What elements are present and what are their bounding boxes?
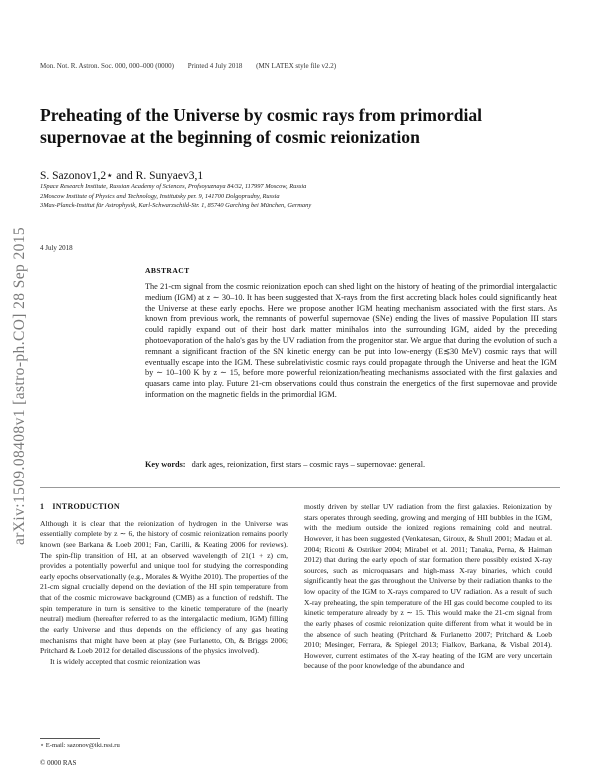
abstract-heading: ABSTRACT bbox=[145, 266, 190, 275]
arxiv-id-text: arXiv:1509.08408v1 [astro-ph.CO] 28 Sep 2015 bbox=[11, 226, 29, 546]
footnote-email: ⋆ E-mail: sazonov@iki.rssi.ru bbox=[40, 742, 120, 749]
affiliation-3: 3Max-Planck-Institut für Astrophysik, Karl-Schwarzschild-Str. 1, 85740 Garching bei München, Germany bbox=[40, 202, 312, 210]
title-line-2: supernovae at the beginning of cosmic reionization bbox=[40, 127, 420, 147]
authors: S. Sazonov1,2⋆ and R. Sunyaev3,1 bbox=[40, 170, 204, 182]
printed-date: Printed 4 July 2018 bbox=[187, 62, 243, 70]
paper-date: 4 July 2018 bbox=[40, 244, 73, 252]
keywords-label: Key words: bbox=[145, 460, 186, 469]
right-column bbox=[304, 502, 552, 672]
style-file-note: (MN LATEX style file v2.2) bbox=[256, 62, 337, 70]
affiliation-2: 2Moscow Institute of Physics and Technology, Institutsky per. 9, 141700 Dolgoprudny, Russia bbox=[40, 192, 280, 200]
left-column bbox=[40, 502, 288, 667]
title-line-1: Preheating of the Universe by cosmic rays from primordial bbox=[40, 105, 483, 125]
intro-paragraph-2: It is widely accepted that cosmic reionization was bbox=[50, 656, 201, 666]
paper-title bbox=[40, 104, 540, 148]
keywords-list: dark ages, reionization, first stars – cosmic rays – supernovae: general. bbox=[191, 460, 426, 469]
journal-citation: Mon. Not. R. Astron. Soc. 000, 000–000 (0000) bbox=[40, 62, 174, 70]
affiliations bbox=[40, 182, 560, 211]
affiliation-1: 1Space Research Institute, Russian Academy of Sciences, Profsoyuznaya 84/32, 117997 Moscow, Russia bbox=[40, 183, 307, 190]
footnote-rule bbox=[40, 738, 100, 739]
section-heading bbox=[40, 502, 288, 513]
section-number: 1 bbox=[40, 502, 45, 511]
intro-paragraph-1: Although it is clear that the reionization of hydrogen in the Universe was essentially complete by z ∼ 6, the history of cosmic reionization remains poorly known (see Barkana & Loeb 2001; Fan, Carilli, & Keating 2006 for reviews). The spin-flip transition of HI, at an observed wavelength of 21(1 + z) cm, provides a potentially powerful and unique tool for studying the corresponding early epochs observationally (e.g., Morales & Wyithe 2010). The properties of the 21-cm signal crucially depend on the deviation of the HI spin temperature from that of the cosmic microwave background (CMB) as a function of redshift. The spin temperature in turn is sensitive to the kinetic temperature of the (nearly neutral) medium (hereafter referred to as the intergalactic medium, IGM) filling the early Universe and thus depends on the efficiency of any gas heating mechanisms that might have been at play (see Furlanetto, Oh, & Briggs 2006; Pritchard & Loeb 2012 for detailed discussions of the physics involved). bbox=[40, 518, 288, 656]
copyright: © 0000 RAS bbox=[40, 759, 77, 767]
arxiv-identifier bbox=[6, 186, 34, 586]
journal-header bbox=[40, 62, 540, 70]
abstract-text: The 21-cm signal from the cosmic reionization epoch can shed light on the history of heating of the primordial intergalactic medium (IGM) at z ∼ 30–10. It has been suggested that X-rays from the first accreting black holes could significantly heat the Universe at these early epochs. Here we propose another IGM heating mechanism associated with the first stars. As known from previous work, the remnants of powerful supernovae (SNe) ending the lives of massive Population III stars could rapidly expand out of their host dark matter minihalos into the surrounding IGM, aided by the preceding photoevaporation of the halo's gas by the UV radiation from the progenitor star. We argue that during the evolution of such a remnant a significant fraction of the SN kinetic energy can be put into low-energy (E≲30 MeV) cosmic rays that will eventually escape into the IGM. These subrelativistic cosmic rays could propagate through the Universe and heat the IGM by ∼ 10–100 K by z ∼ 15, before more powerful reionization/heating mechanisms associated with the first galaxies and quasars came into play. Future 21-cm observations could thus constrain the energetics of the first supernovae and provide information on the magnetic fields in the primordial IGM. bbox=[145, 282, 557, 399]
intro-paragraph-continued: mostly driven by stellar UV radiation from the first galaxies. Reionization by stars operates through seeding, growing and merging of HII bubbles in the IGM, with the medium outside the ionized regions remaining cold and neutral. However, it has been suggested (Venkatesan, Giroux, & Shull 2001; Madau et al. 2004; Ricotti & Ostriker 2004; Mirabel et al. 2011; Tanaka, Perna, & Haiman 2012) that during the early epoch of star formation there possibly existed X-ray sources, such as microquasars and high-mass X-ray binaries, which could significantly heat the gas throughout the Universe by their radiation thanks to the low opacity of the IGM to X-rays compared to UV radiation. As a result of such X-ray preheating, the spin temperature of the HI gas could become coupled to its kinetic temperature already by z ∼ 15. This would make the 21-cm signal from the early phases of cosmic reionization quite different from what it would be in the absence of such heating (Pritchard & Furlanetto 2007; Pritchard & Loeb 2010; Mesinger, Ferrara, & Spiegel 2013; Fialkov, Barkana, & Visbal 2014). However, current estimates of the X-ray heating of the IGM are very uncertain because of the poor knowledge of the abundance and bbox=[304, 502, 552, 671]
section-title: INTRODUCTION bbox=[52, 502, 120, 511]
separator-rule bbox=[40, 487, 560, 488]
keywords bbox=[145, 460, 565, 469]
